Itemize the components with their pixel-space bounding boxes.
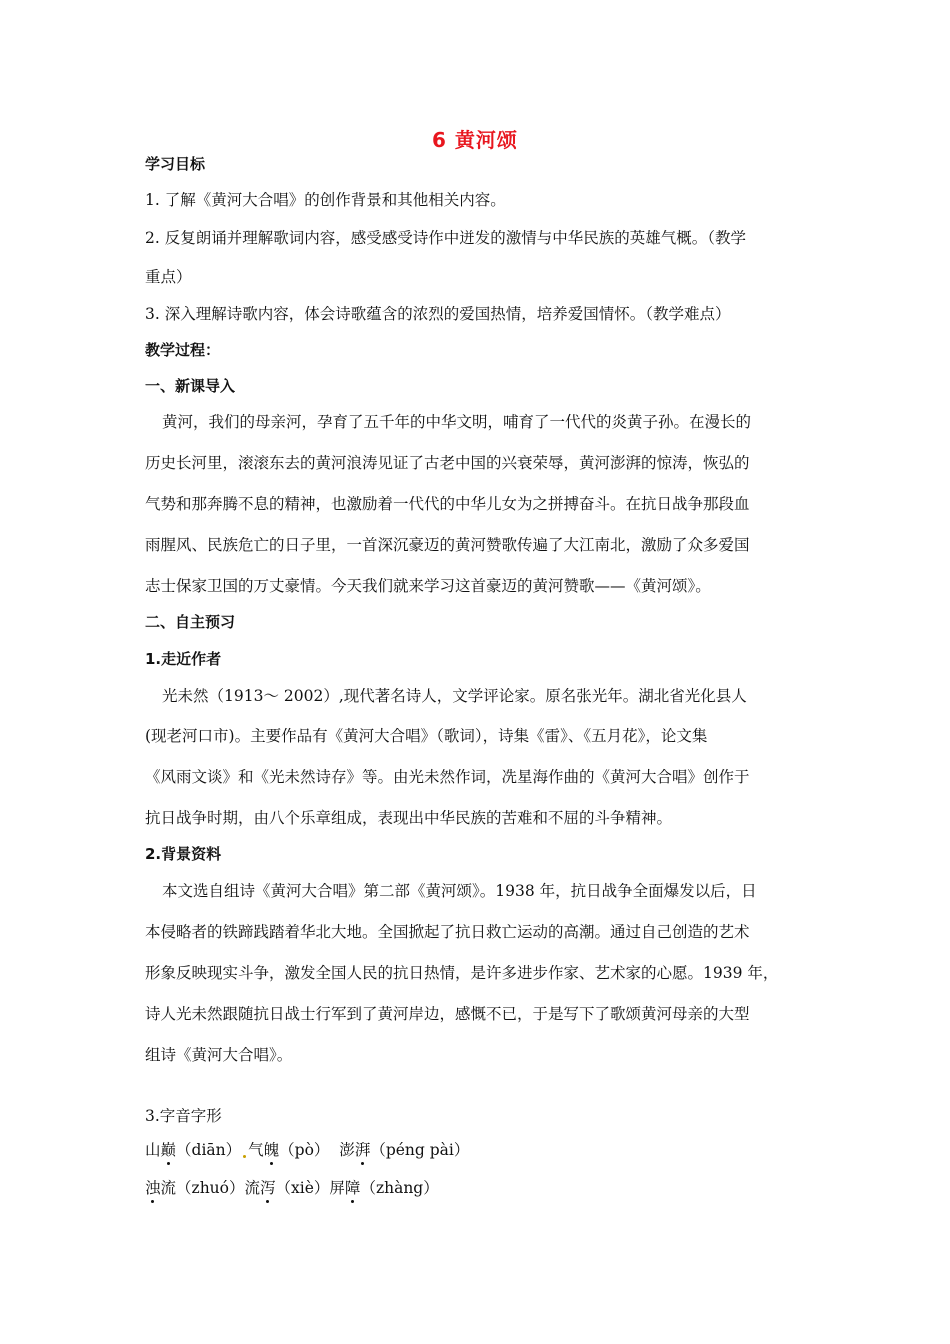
pronunciation-row-1: [145, 1138, 469, 1160]
author-heading: 1.走近作者: [145, 650, 222, 668]
paragraph-line: 本文选自组诗《黄河大合唱》第二部《黄河颂》。1938 年，抗日战争全面爆发以后，日: [162, 882, 757, 900]
page-title: 6 黄河颂: [432, 128, 518, 152]
paragraph-line: 诗人光未然跟随抗日战士行军到了黄河岸边，感慨不已，于是写下了歌颂黄河母亲的大型: [145, 1005, 750, 1023]
word-pre: 澎: [339, 1141, 355, 1159]
pronunciation-row-2: [145, 1176, 439, 1198]
dotted-char: 湃: [354, 1141, 371, 1159]
objective-item: 2. 反复朗诵并理解歌词内容，感受感受诗作中迸发的激情与中华民族的英雄气概。（教学: [145, 229, 746, 247]
objective-item: 3. 深入理解诗歌内容，体会诗歌蕴含的浓烈的爱国热情，培养爱国情怀。（教学难点）: [145, 305, 731, 323]
objective-item: 1. 了解《黄河大合唱》的创作背景和其他相关内容。: [145, 191, 506, 209]
word-pre: 流: [244, 1179, 261, 1197]
paragraph-line: (现老河口市)。主要作品有《黄河大合唱》（歌词），诗集《雷》、《五月花》，论文集: [145, 727, 708, 745]
word-post: 流: [160, 1179, 177, 1197]
pinyin: （pò）: [279, 1141, 330, 1159]
pinyin: （zhuó）: [176, 1179, 245, 1197]
section2-heading: 二、自主预习: [145, 613, 236, 631]
pinyin: （diān）: [176, 1141, 242, 1159]
paragraph-line: 本侵略者的铁蹄践踏着华北大地。全国掀起了抗日救亡运动的高潮。通过自己创造的艺术: [145, 923, 750, 941]
dotted-char: 魄: [263, 1141, 280, 1159]
dotted-char: 巅: [160, 1141, 177, 1159]
dotted-char: 障: [344, 1179, 361, 1197]
section1-heading: 一、新课导入: [145, 377, 236, 395]
process-heading: 教学过程：: [145, 341, 221, 359]
pronunciation-heading: 3.字音字形: [145, 1107, 222, 1125]
annotation-dot-icon: [243, 1155, 246, 1158]
paragraph-line: 光未然（1913～ 2002）,现代著名诗人，文学评论家。原名张光年。湖北省光化县人: [162, 687, 747, 705]
paragraph-line: 形象反映现实斗争，激发全国人民的抗日热情，是许多进步作家、艺术家的心愿。1939 年，: [145, 964, 779, 982]
paragraph-line: 黄河，我们的母亲河，孕育了五千年的中华文明，哺育了一代代的炎黄子孙。在漫长的: [162, 413, 752, 431]
paragraph-line: 志士保家卫国的万丈豪情。今天我们就来学习这首豪迈的黄河赞歌——《黄河颂》。: [145, 577, 711, 595]
paragraph-line: 《风雨文谈》和《光未然诗存》等。由光未然作词，冼星海作曲的《黄河大合唱》创作于: [145, 768, 750, 786]
pinyin: （xiè）: [275, 1179, 330, 1197]
dotted-char: 浊: [145, 1179, 161, 1197]
objective-item: 重点）: [145, 268, 192, 286]
pinyin: （péng pài）: [370, 1141, 470, 1159]
word-pre: 屏: [329, 1179, 345, 1197]
paragraph-line: 历史长河里，滚滚东去的黄河浪涛见证了古老中国的兴衰荣辱，黄河澎湃的惊涛，恢弘的: [145, 454, 750, 472]
dotted-char: 泻: [260, 1179, 276, 1197]
paragraph-line: 雨腥风、民族危亡的日子里，一首深沉豪迈的黄河赞歌传遍了大江南北，激励了众多爱国: [145, 536, 750, 554]
pinyin: （zhàng）: [360, 1179, 439, 1197]
paragraph-line: 抗日战争时期，由八个乐章组成，表现出中华民族的苦难和不屈的斗争精神。: [145, 809, 673, 827]
objectives-heading: 学习目标: [145, 155, 206, 173]
word-pre: 山: [145, 1141, 161, 1159]
paragraph-line: 气势和那奔腾不息的精神，也激励着一代代的中华儿女为之拼搏奋斗。在抗日战争那段血: [145, 495, 750, 513]
paragraph-line: 组诗《黄河大合唱》。: [145, 1046, 293, 1064]
word-pre: 气: [248, 1141, 264, 1159]
background-heading: 2.背景资料: [145, 845, 222, 863]
